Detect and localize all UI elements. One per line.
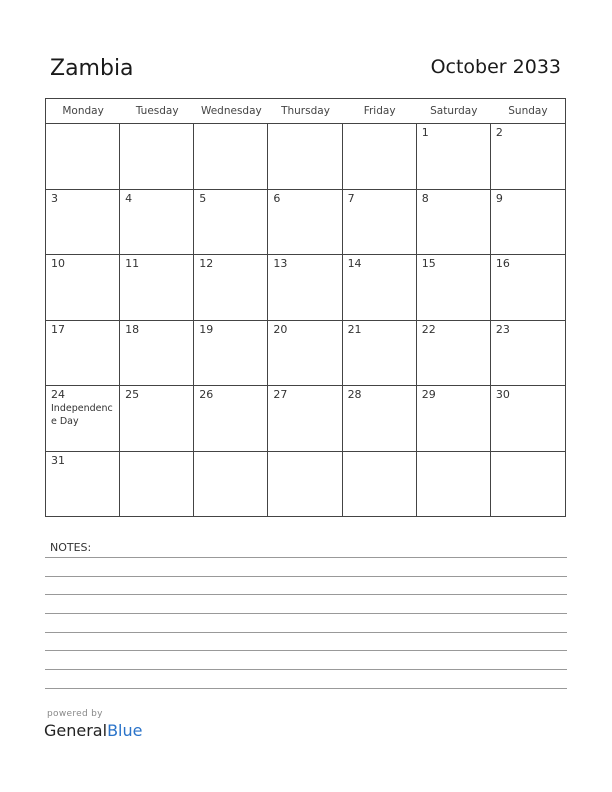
day-cell-empty[interactable] [268, 452, 342, 518]
day-cell-empty[interactable] [491, 452, 565, 518]
day-number: 20 [273, 322, 288, 336]
day-cell-empty[interactable] [120, 124, 194, 189]
note-line [45, 669, 567, 670]
week-row [46, 124, 565, 190]
day-number: 5 [199, 191, 207, 205]
day-number: 30 [495, 388, 510, 401]
day-cell-24[interactable] [46, 386, 120, 451]
day-number: 11 [125, 257, 140, 270]
day-cell-empty[interactable] [194, 452, 268, 518]
day-number: 25 [125, 388, 140, 401]
powered-by-text: powered by [47, 709, 103, 719]
week-row [46, 255, 565, 321]
day-cell-13[interactable] [268, 255, 342, 320]
day-number: 22 [421, 322, 436, 336]
day-cell-19[interactable] [194, 321, 268, 386]
note-line [45, 594, 567, 595]
day-cell-16[interactable] [491, 255, 565, 320]
day-number: 6 [273, 191, 281, 205]
week-row [46, 190, 565, 256]
week-row [46, 321, 565, 387]
note-line [45, 650, 567, 651]
day-number: 10 [51, 257, 65, 270]
day-cell-7[interactable] [343, 190, 417, 255]
day-cell-11[interactable] [120, 255, 194, 320]
week-row [46, 386, 565, 452]
day-number: 18 [125, 322, 140, 336]
month-year-title: October 2033 [430, 56, 561, 78]
day-cell-2[interactable] [491, 124, 565, 189]
country-title: Zambia [50, 56, 134, 81]
weekday-saturday: Saturday [430, 105, 478, 117]
day-cell-empty[interactable] [194, 124, 268, 189]
day-cell-empty[interactable] [343, 452, 417, 518]
day-number: 31 [51, 453, 65, 467]
weekday-wednesday: Wednesday [200, 105, 262, 117]
day-number: 19 [199, 322, 214, 336]
note-line [45, 688, 567, 689]
day-cell-27[interactable] [268, 386, 342, 451]
day-number: 21 [347, 322, 362, 336]
day-cell-10[interactable] [46, 255, 120, 320]
day-cell-5[interactable] [194, 190, 268, 255]
day-cell-29[interactable] [417, 386, 491, 451]
day-cell-17[interactable] [46, 321, 120, 386]
weeks-container [46, 124, 565, 517]
weekday-tuesday: Tuesday [135, 105, 179, 117]
day-cell-15[interactable] [417, 255, 491, 320]
day-cell-9[interactable] [491, 190, 565, 255]
day-cell-26[interactable] [194, 386, 268, 451]
holiday-label: Independence Day [51, 403, 113, 427]
week-row [46, 452, 565, 518]
day-cell-12[interactable] [194, 255, 268, 320]
weekday-header-row [46, 99, 565, 124]
day-cell-22[interactable] [417, 321, 491, 386]
brand-general: General [44, 721, 108, 740]
weekday-friday: Friday [363, 105, 396, 117]
day-cell-31[interactable] [46, 452, 120, 518]
day-cell-18[interactable] [120, 321, 194, 386]
weekday-thursday: Thursday [281, 105, 330, 117]
day-cell-30[interactable] [491, 386, 565, 451]
day-number: 24 [51, 388, 65, 401]
day-cell-6[interactable] [268, 190, 342, 255]
day-cell-1[interactable] [417, 124, 491, 189]
day-cell-empty[interactable] [120, 452, 194, 518]
day-cell-4[interactable] [120, 190, 194, 255]
day-number: 15 [421, 257, 436, 270]
day-cell-empty[interactable] [268, 124, 342, 189]
day-number: 7 [347, 191, 355, 205]
weekday-sunday: Sunday [508, 105, 548, 117]
day-number: 27 [273, 388, 288, 401]
day-number: 17 [51, 322, 65, 336]
day-number: 16 [495, 257, 510, 270]
day-number: 2 [495, 126, 503, 139]
day-cell-3[interactable] [46, 190, 120, 255]
day-cell-25[interactable] [120, 386, 194, 451]
day-number: 13 [273, 257, 288, 270]
day-number: 4 [125, 191, 133, 205]
note-line [45, 576, 567, 577]
day-cell-21[interactable] [343, 321, 417, 386]
brand-logo[interactable] [44, 721, 142, 740]
day-cell-20[interactable] [268, 321, 342, 386]
day-number: 26 [199, 388, 214, 401]
day-cell-14[interactable] [343, 255, 417, 320]
day-cell-28[interactable] [343, 386, 417, 451]
day-number: 28 [347, 388, 362, 401]
day-cell-empty[interactable] [46, 124, 120, 189]
day-number: 3 [51, 191, 58, 205]
day-number: 9 [495, 191, 503, 205]
day-cell-8[interactable] [417, 190, 491, 255]
day-number: 8 [421, 191, 429, 205]
day-cell-empty[interactable] [417, 452, 491, 518]
day-number: 29 [421, 388, 436, 401]
day-number: 12 [199, 257, 214, 270]
day-cell-23[interactable] [491, 321, 565, 386]
notes-label: NOTES: [50, 541, 92, 554]
day-number: 14 [347, 257, 362, 270]
calendar-grid [45, 98, 566, 517]
day-cell-empty[interactable] [343, 124, 417, 189]
note-line [45, 632, 567, 633]
brand-blue: Blue [107, 721, 143, 740]
day-number: 1 [421, 126, 429, 139]
note-line [45, 557, 567, 558]
note-line [45, 613, 567, 614]
day-number: 23 [495, 322, 510, 336]
weekday-monday: Monday [62, 105, 104, 117]
